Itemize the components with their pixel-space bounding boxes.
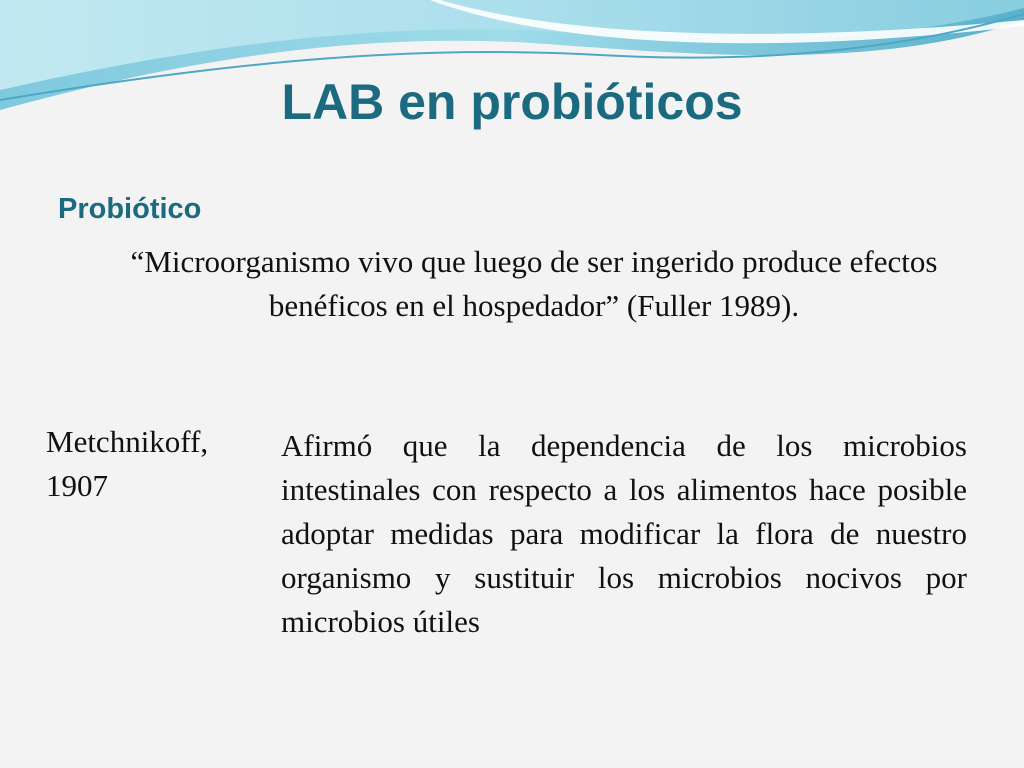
author-statement: Afirmó que la dependencia de los microbios intestinales con respecto a los alimentos hace posible adoptar medidas para modificar la flora de nuestro organismo y sustituir los microbios nocivos por microbios útiles bbox=[281, 428, 967, 639]
section-heading: Probiótico bbox=[58, 193, 202, 225]
slide-title: LAB en probióticos bbox=[281, 74, 743, 130]
definition-quote: “Microorganismo vivo que luego de ser ingerido produce efectos benéficos en el hospedador” (Fuller 1989). bbox=[130, 244, 938, 323]
author-citation: Metchnikoff, 1907 bbox=[46, 424, 209, 503]
